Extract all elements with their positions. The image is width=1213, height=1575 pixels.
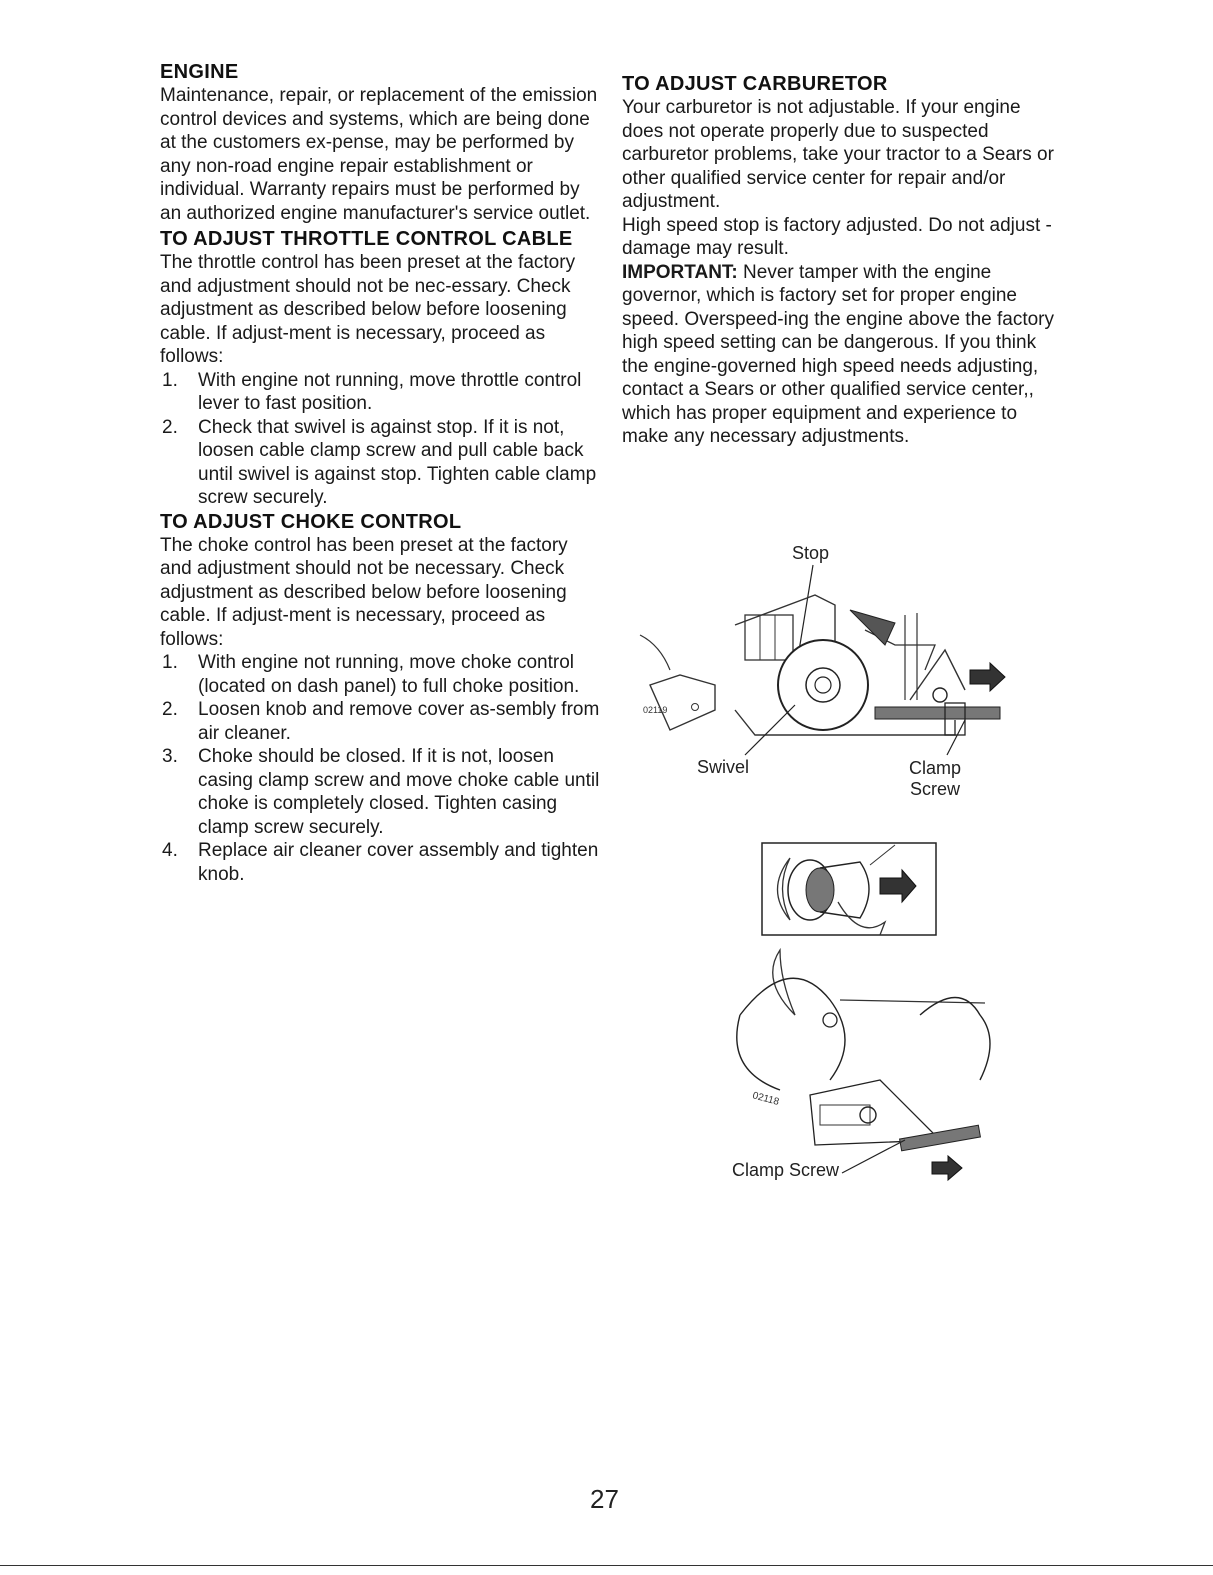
carburetor-important [622,261,1062,449]
choke-step-2: 2. Loosen knob and remove cover as-sembly from air cleaner. [162,699,600,744]
left-column [160,60,600,886]
engine-heading: ENGINE [160,61,239,83]
engine-paragraph: Maintenance, repair, or replacement of the emission control devices and systems, which are being done at the customers ex-pense, may be performed by any non-road engine repair establishment or individual. Warranty repairs must be performed by an authorized engine manufacturer's service outlet. [160,85,598,224]
throttle-step-1: 1. With engine not running, move throttle control lever to fast position. [162,369,582,414]
throttle-heading: TO ADJUST THROTTLE CONTROL CABLE [160,228,573,250]
bottom-rule [0,1565,1213,1566]
choke-step-1: 1. With engine not running, move choke control (located on dash panel) to full choke position. [162,652,580,697]
throttle-step-2: 2. Check that swivel is against stop. If it is not, loosen cable clamp screw and pull cable back until swivel is against stop. Tighten cable clamp screw securely. [162,416,597,508]
choke-step-3: 3. Choke should be closed. If it is not, loosen casing clamp screw and move choke cable until choke is completely closed. Tighten casing clamp screw securely. [162,746,600,838]
carburetor-para-2: High speed stop is factory adjusted. Do not adjust - damage may result. [622,214,1052,259]
clamp-screw-label-fig1: Clamp Screw [908,758,961,799]
page-number: 27 [590,1484,619,1514]
choke-intro: The choke control has been preset at the factory and adjustment should not be necessary. Check adjustment as described below before loosening cable. If adjust-ment is necessary, proceed as follows: [160,534,568,650]
right-column [622,60,1062,449]
carburetor-para-1: Your carburetor is not adjustable. If your engine does not operate properly due to suspected carburetor problems, take your tractor to a Sears or other qualified service center for repair and/or adjustment. [622,97,1054,212]
choke-steps [160,651,600,886]
important-label: IMPORTANT: [622,261,738,283]
choke-heading: TO ADJUST CHOKE CONTROL [160,510,462,533]
stop-label: Stop [792,543,830,563]
important-text: Never tamper with the engine governor, which is factory set for proper engine speed. Overspeed-ing the engine above the factory high speed setting can be dangerous. If you think the engine-governed high speed needs adjusting, contact a Sears or other qualified service center,, which has proper equipment and experience to make any necessary adjustments. [622,261,1055,447]
clamp-screw-label-fig2: Clamp Screw [732,1160,840,1180]
figure2-code: 02118 [751,1090,781,1108]
throttle-steps [160,369,600,510]
figure1-code: 02119 [643,705,668,715]
throttle-intro: The throttle control has been preset at the factory and adjustment should not be nec-essary. Check adjustment as described below before loosening cable. If adjust-ment is necessary, proceed as follows: [160,252,576,367]
choke-adjust-figure [720,840,1020,1185]
choke-step-4: 4. Replace air cleaner cover assembly and tighten knob. [162,840,599,885]
swivel-label: Swivel [697,757,750,775]
carburetor-heading: TO ADJUST CARBURETOR [622,73,888,95]
throttle-adjust-figure [635,535,1025,775]
